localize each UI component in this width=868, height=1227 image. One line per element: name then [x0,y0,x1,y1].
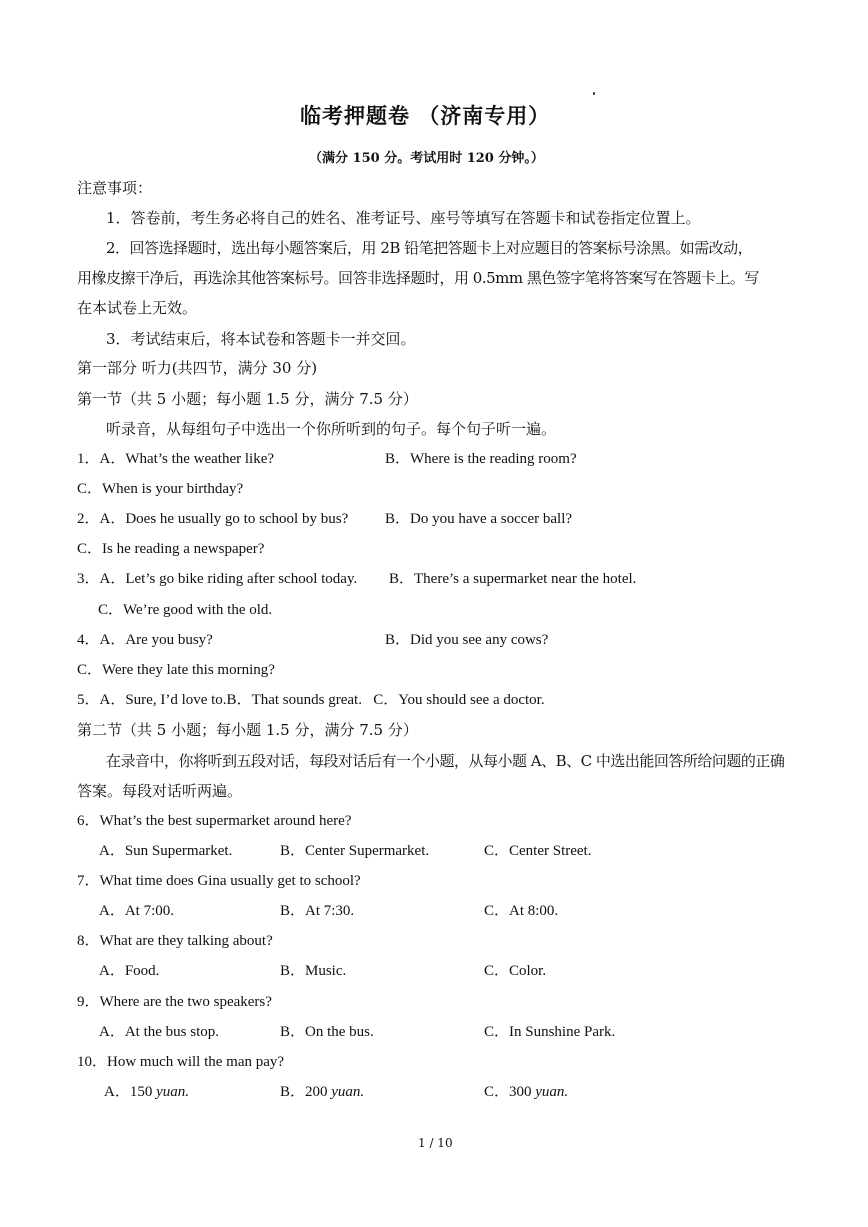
q5-options: 5．A．Sure, I’d love to.B．That sounds great. C．You should see a doctor. [77,692,545,708]
q4-option-c: C．Were they late this morning? [77,662,275,678]
q6-option-c: C．Center Street. [484,843,592,859]
q4-option-a: 4．A．Are you busy? [77,632,213,648]
q10-option-a-unit: yuan. [156,1084,190,1100]
q3-option-a: 3．A．Let’s go bike riding after school today. [77,571,358,587]
q8-option-c: C．Color. [484,963,547,979]
q9-option-a: A．At the bus stop. [99,1024,220,1040]
q6-stem: 6．What’s the best supermarket around here? [77,813,352,829]
q1-option-a: 1．A．What’s the weather like? [77,451,275,467]
q8-option-a: A．Food. [99,963,160,979]
q3-option-c: C．We’re good with the old. [98,602,273,618]
q7-stem: 7．What time does Gina usually get to school? [77,873,361,889]
q6-option-b: B．Center Supermarket. [280,843,430,859]
q9-option-c: C．In Sunshine Park. [484,1024,616,1040]
q2-option-b: B．Do you have a soccer ball? [385,511,573,527]
q8-stem: 8．What are they talking about? [77,933,273,949]
page-subtitle: （满分 150 分。考试用时 120 分钟。） [309,151,544,166]
q10-option-b-prefix: B．200 [280,1084,332,1100]
q1-option-b: B．Where is the reading room? [385,451,577,467]
section-2-instruction-line-1: 在录音中，你将听到五段对话，每段对话后有一个小题，从每小题 A、B、C 中选出能回答所给问题的正确 [106,752,785,770]
q8-option-b: B．Music. [280,963,347,979]
part-1-heading: 第一部分 听力(共四节，满分 30 分) [77,359,318,377]
q7-option-a: A．At 7:00. [99,903,175,919]
q10-stem: 10．How much will the man pay? [77,1054,285,1070]
section-2-heading: 第二节（共 5 小题；每小题 1.5 分，满分 7.5 分） [77,721,418,739]
q6-option-a: A．Sun Supermarket. [99,843,233,859]
q2-option-a: 2．A．Does he usually go to school by bus? [77,511,349,527]
q10-option-b [280,1082,364,1102]
q10-option-a [104,1082,189,1102]
notice-item-2-line-1: 2．回答选择题时，选出每小题答案后，用 2B 铅笔把答题卡上对应题目的答案标号涂黑。如需改动， [106,239,753,257]
q10-option-c [484,1082,568,1102]
notice-item-3: 3．考试结束后，将本试卷和答题卡一并交回。 [106,330,416,348]
notice-item-2-line-2: 用橡皮擦干净后，再选涂其他答案标号。回答非选择题时，用 0.5mm 黑色签字笔将答案写在答题卡上。写 [77,269,759,287]
notice-item-2-line-3: 在本试卷上无效。 [77,299,198,317]
q10-option-b-unit: yuan. [331,1084,365,1100]
notice-item-1: 1．答卷前，考生务必将自己的姓名、准考证号、座号等填写在答题卡和试卷指定位置上。 [106,209,701,227]
page-title: 临考押题卷 （济南专用） [300,103,551,128]
q3-option-b: B．There’s a supermarket near the hotel. [389,571,637,587]
q10-option-c-unit: yuan. [535,1084,569,1100]
q9-option-b: B．On the bus. [280,1024,374,1040]
section-1-instruction: 听录音，从每组句子中选出一个你所听到的句子。每个句子听一遍。 [106,420,557,438]
q9-stem: 9．Where are the two speakers? [77,994,272,1010]
notice-heading: 注意事项： [77,179,153,197]
page-number: 1 / 10 [418,1136,453,1150]
section-2-instruction-line-2: 答案。每段对话听两遍。 [77,782,243,800]
q2-option-c: C．Is he reading a newspaper? [77,541,265,557]
q10-option-c-prefix: C．300 [484,1084,536,1100]
q7-option-b: B．At 7:30. [280,903,355,919]
q4-option-b: B．Did you see any cows? [385,632,549,648]
q7-option-c: C．At 8:00. [484,903,559,919]
q1-option-c: C．When is your birthday? [77,481,244,497]
q10-option-a-prefix: A．150 [104,1084,157,1100]
scan-speck [593,92,595,95]
section-1-heading: 第一节（共 5 小题；每小题 1.5 分，满分 7.5 分） [77,390,418,408]
